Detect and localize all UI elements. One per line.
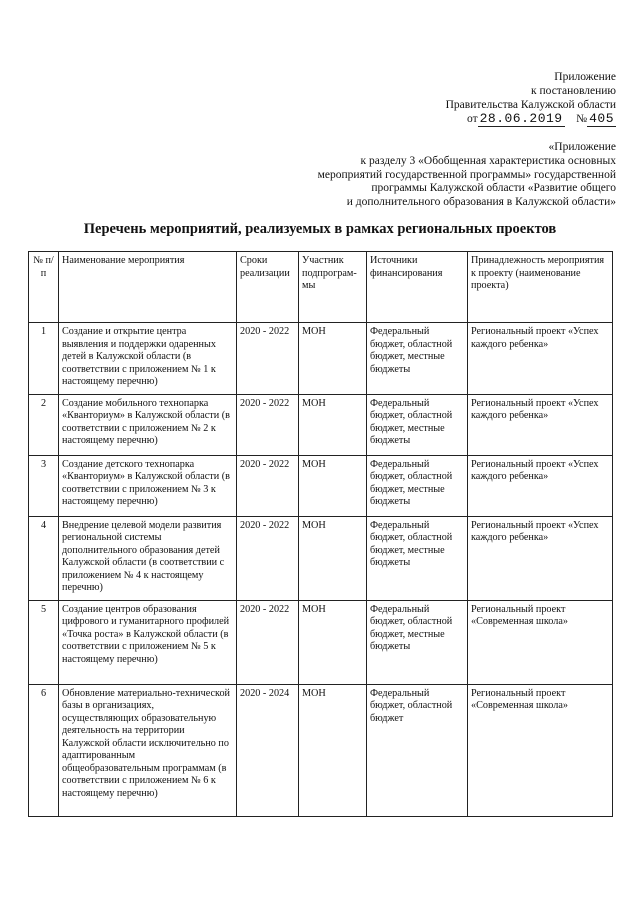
- table-row: [29, 600, 613, 684]
- appendix-line-2: к разделу 3 «Обобщенная характеристика основных: [360, 154, 616, 167]
- row-num: 2: [29, 394, 59, 455]
- decree-number: 405: [589, 111, 614, 126]
- header-period: Сроки реализации: [237, 252, 299, 323]
- approval-header: [446, 70, 616, 127]
- appendix-line-3: мероприятий государственной программы» государственной: [317, 168, 616, 181]
- row-participant: МОН: [299, 600, 367, 684]
- row-period: 2020 - 2022: [237, 323, 299, 395]
- approval-line-3: Правительства Калужской области: [445, 99, 616, 111]
- appendix-line-1: «Приложение: [548, 141, 616, 153]
- row-name: Создание центров образования цифрового и гуманитарного профилей «Точка роста» в Калужской области (в соответствии с приложением № 5 к настоящему перечню): [59, 600, 237, 684]
- row-participant: МОН: [299, 516, 367, 600]
- row-participant: МОН: [299, 684, 367, 816]
- row-sources: Федеральный бюджет, областной бюджет, местные бюджеты: [367, 516, 468, 600]
- row-participant: МОН: [299, 323, 367, 395]
- appendix-reference: [318, 141, 616, 210]
- row-name: Создание и открытие центра выявления и поддержки одаренных детей в Калужской области (в соответствии с приложением № 1 к настоящему перечню): [59, 323, 237, 395]
- table-row: [29, 455, 613, 516]
- row-num: 1: [29, 323, 59, 395]
- row-num: 6: [29, 684, 59, 816]
- row-project: Региональный проект «Современная школа»: [468, 684, 613, 816]
- number-prefix: №: [576, 113, 588, 125]
- row-participant: МОН: [299, 394, 367, 455]
- row-project: Региональный проект «Успех каждого ребенка»: [468, 323, 613, 395]
- header-participant: Участник подпрограм-мы: [299, 252, 367, 323]
- header-num: № п/п: [29, 252, 59, 323]
- row-name: Обновление материально-технической базы в организациях, осуществляющих образовательную деятельность на территории Калужской области исключительно по адаптированным общеобразовательным программам (в соответствии с приложением № 6 к настоящему перечню): [59, 684, 237, 816]
- header-name: Наименование мероприятия: [59, 252, 237, 323]
- header-sources: Источники финансирования: [367, 252, 468, 323]
- row-project: Региональный проект «Успех каждого ребенка»: [468, 516, 613, 600]
- row-name: Создание детского технопарка «Кванториум» в Калужской области (в соответствии с приложением № 3 к настоящему перечню): [59, 455, 237, 516]
- table-header-row: [29, 252, 613, 323]
- row-num: 5: [29, 600, 59, 684]
- approval-date-line: [446, 112, 616, 127]
- table-row: [29, 394, 613, 455]
- table-row: [29, 323, 613, 395]
- row-participant: МОН: [299, 455, 367, 516]
- row-project: Региональный проект «Успех каждого ребенка»: [468, 394, 613, 455]
- decree-date: 28.06.2019: [479, 111, 563, 126]
- row-period: 2020 - 2022: [237, 394, 299, 455]
- row-sources: Федеральный бюджет, областной бюджет, местные бюджеты: [367, 600, 468, 684]
- approval-line-1: Приложение: [554, 71, 616, 83]
- row-project: Региональный проект «Успех каждого ребенка»: [468, 455, 613, 516]
- row-sources: Федеральный бюджет, областной бюджет, местные бюджеты: [367, 394, 468, 455]
- row-name: Внедрение целевой модели развития региональной системы дополнительного образования детей Калужской области (в соответствии с приложением № 4 к настоящему перечню): [59, 516, 237, 600]
- row-sources: Федеральный бюджет, областной бюджет, местные бюджеты: [367, 455, 468, 516]
- row-period: 2020 - 2022: [237, 600, 299, 684]
- row-sources: Федеральный бюджет, областной бюджет: [367, 684, 468, 816]
- row-name: Создание мобильного технопарка «Кванториум» в Калужской области (в соответствии с приложением № 2 к настоящему перечню): [59, 394, 237, 455]
- row-num: 3: [29, 455, 59, 516]
- appendix-line-5: и дополнительного образования в Калужской области»: [346, 196, 616, 209]
- row-period: 2020 - 2022: [237, 516, 299, 600]
- row-num: 4: [29, 516, 59, 600]
- row-sources: Федеральный бюджет, областной бюджет, местные бюджеты: [367, 323, 468, 395]
- table-row: [29, 684, 613, 816]
- row-project: Региональный проект «Современная школа»: [468, 600, 613, 684]
- document-title: Перечень мероприятий, реализуемых в рамках региональных проектов: [83, 221, 557, 237]
- measures-table: [28, 251, 613, 817]
- appendix-line-4: программы Калужской области «Развитие общего: [371, 182, 616, 195]
- row-period: 2020 - 2022: [237, 455, 299, 516]
- table-row: [29, 516, 613, 600]
- row-period: 2020 - 2024: [237, 684, 299, 816]
- date-prefix: от: [466, 113, 478, 125]
- approval-line-2: к постановлению: [531, 85, 616, 97]
- header-project: Принадлежность мероприятия к проекту (наименование проекта): [468, 252, 613, 323]
